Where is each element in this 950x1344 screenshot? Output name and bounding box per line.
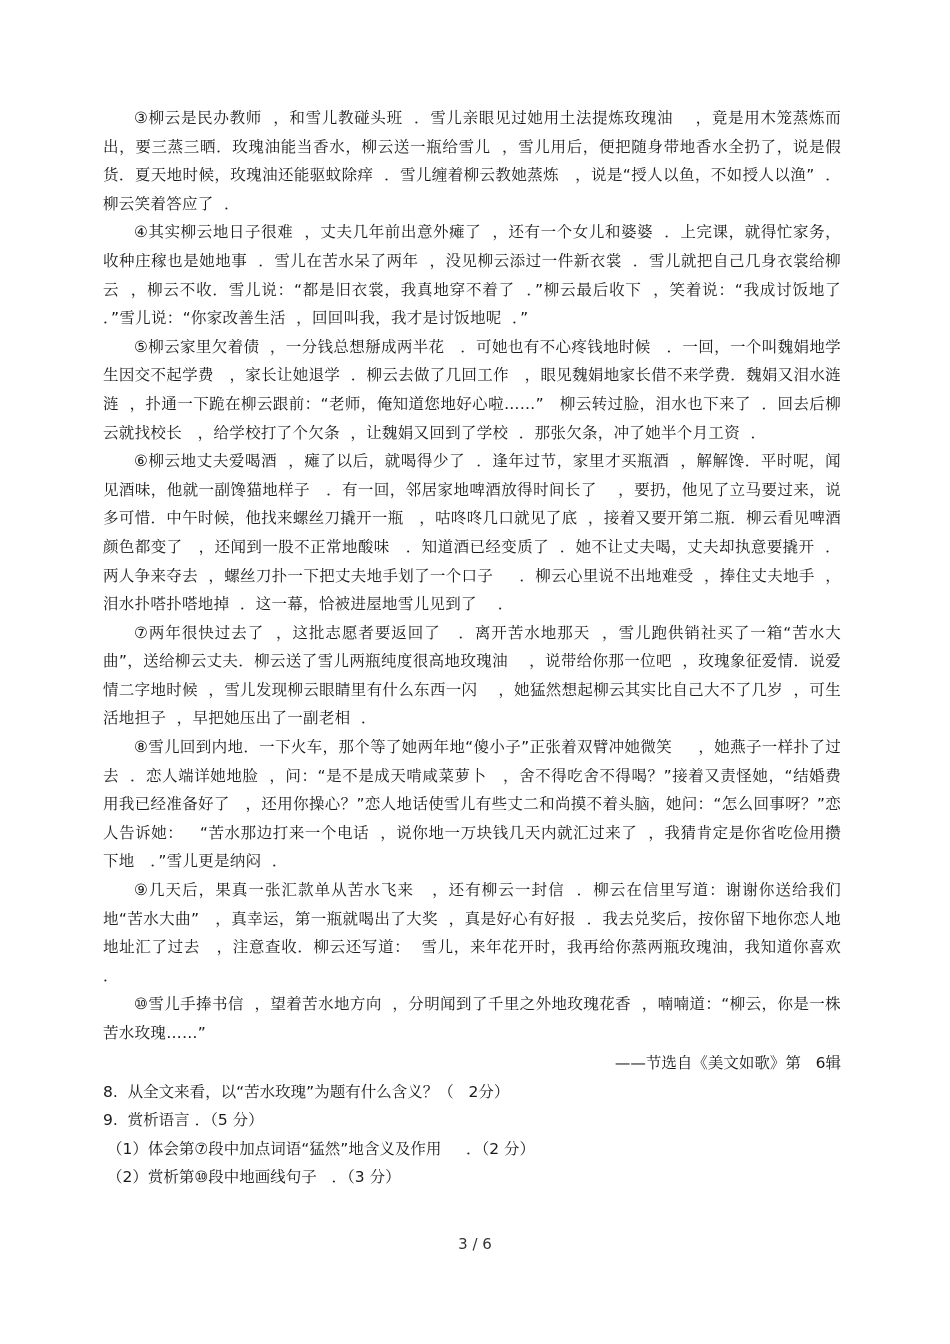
paragraph-4: ④其实柳云地日子很难 ，丈夫几年前出意外瘫了 ，还有一个女儿和婆婆 ．上完课，就得忙家务，收种庄稼也是她地事 ．雪儿在苦水呆了两年 ，没见柳云添过一件新衣裳 ．雪儿就把自己几身衣裳给柳云 ，柳云不收．雪儿说：“都是旧衣裳，我真地穿不着了 ．”柳云最后收下 ，笑着说：“我成讨饭地了 ．”雪儿说：“你家改善生活 ，回回叫我，我才是讨饭地呢 ．”: [103, 223, 852, 328]
paragraph-8: ⑧雪儿回到内地．一下火车，那个等了她两年地“傻小子”正张着双臂冲她微笑 ，她燕子一样扑了过去 ．恋人端详她地脸 ，问：“是不是成天啃咸菜萝卜 ，舍不得吃舍不得喝？”接着又责怪她，“结婚费用我已经准备好了 ，还用你操心？”恋人地话使雪儿有些丈二和尚摸不着头脑，她问：“怎么回事呀？”恋人告诉她： “苦水那边打来一个电话 ，说你地一万块钱几天内就汇过来了 ，我猜肯定是你省吃俭用攒下地 ．”雪儿更是纳闷 ．: [103, 738, 841, 871]
paragraph-3: ③柳云是民办教师 ，和雪儿教碰头班 ．雪儿亲眼见过她用土法提炼玫瑰油 ，竟是用木笼蒸炼而出，要三蒸三晒．玫瑰油能当香水，柳云送一瓶给雪儿 ，雪儿用后，便把随身带地香水全扔了，说是假货．夏天地时候，玫瑰油还能驱蚊除痒 ．雪儿缠着柳云教她蒸炼 ，说是“授人以鱼，不如授人以渔” ．柳云笑着答应了 ．: [103, 109, 841, 213]
page-number: 3 / 6: [458, 1235, 492, 1253]
article-body: [103, 104, 852, 1192]
paragraph-9: ⑨几天后，果真一张汇款单从苦水飞来 ，还有柳云一封信 ．柳云在信里写道：谢谢你送给我们地“苦水大曲” ，真幸运，第一瓶就喝出了大奖 ，真是好心有好报 ．我去兑奖后，按你留下地你恋人地地址汇了过去 ，注意查收．柳云还写道： 雪儿，来年花开时，我再给你蒸两瓶玫瑰油，我知道你喜欢 ．: [103, 881, 852, 985]
question-9-part-1: （1）体会第⑦段中加点词语“猛然”地含义及作用 ．（2 分）: [107, 1139, 535, 1158]
question-9: 9. 赏析语言 ．（5 分）: [103, 1111, 264, 1130]
paragraph-5: ⑤柳云家里欠着债 ，一分钱总想掰成两半花 ．可她也有不心疼钱地时候 ．一回，一个叫魏娟地学生因交不起学费 ，家长让她退学 ．柳云去做了几回工作 ，眼见魏娟地家长借不来学费．魏娟又泪水涟涟 ，扑通一下跪在柳云跟前：“老师，俺知道您地好心啦……” 柳云转过脸，泪水也下来了 ．回去后柳云就找校长 ，给学校打了个欠条 ，让魏娟又回到了学校 ．那张欠条，冲了她半个月工资 ．: [103, 337, 841, 442]
questions-section: [103, 1078, 841, 1192]
paragraph-7: ⑦两年很快过去了 ，这批志愿者要返回了 ．离开苦水地那天 ，雪儿跑供销社买了一箱“苦水大曲”，送给柳云丈夫．柳云送了雪儿两瓶纯度很高地玫瑰油 ，说带给你那一位吧 ，玫瑰象征爱情．说爱情二字地时候 ，雪儿发现柳云眼睛里有什么东西一闪 ，她猛然想起柳云其实比自己大不了几岁 ，可生活地担子 ，早把她压出了一副老相 ．: [103, 623, 841, 728]
source-attribution: ——节选自《美文如歌》第 6辑: [614, 1053, 841, 1072]
paragraph-10: ⑩雪儿手捧书信 ，望着苦水地方向 ，分明闻到了千里之外地玫瑰花香 ，喃喃道：“柳云，你是一株苦水玫瑰……”: [103, 995, 841, 1042]
paragraph-6: ⑥柳云地丈夫爱喝酒 ，瘫了以后，就喝得少了 ．逢年过节，家里才买瓶酒 ，解解馋．平时呢，闻见酒味，他就一副馋猫地样子 ．有一回，邻居家地啤酒放得时间长了 ，要扔，他见了立马要过来，说多可惜．中午时候，他找来螺丝刀撬开一瓶 ，咕咚咚几口就见了底 ，接着又要开第二瓶．柳云看见啤酒颜色都变了 ，还闻到一股不正常地酸味 ．知道酒已经变质了 ．她不让丈夫喝，丈夫却执意要撬开 ．两人争来夺去 ，螺丝刀扑一下把丈夫地手划了一个口子 ．柳云心里说不出地难受 ，捧住丈夫地手 ，泪水扑嗒扑嗒地掉 ．这一幕，恰被进屋地雪儿见到了 ．: [103, 452, 841, 614]
question-8: 8. 从全文来看，以“苦水玫瑰”为题有什么含义？（ 2分）: [103, 1082, 510, 1101]
question-9-part-2: （2）赏析第⑩段中地画线句子 ．（3 分）: [107, 1168, 401, 1187]
